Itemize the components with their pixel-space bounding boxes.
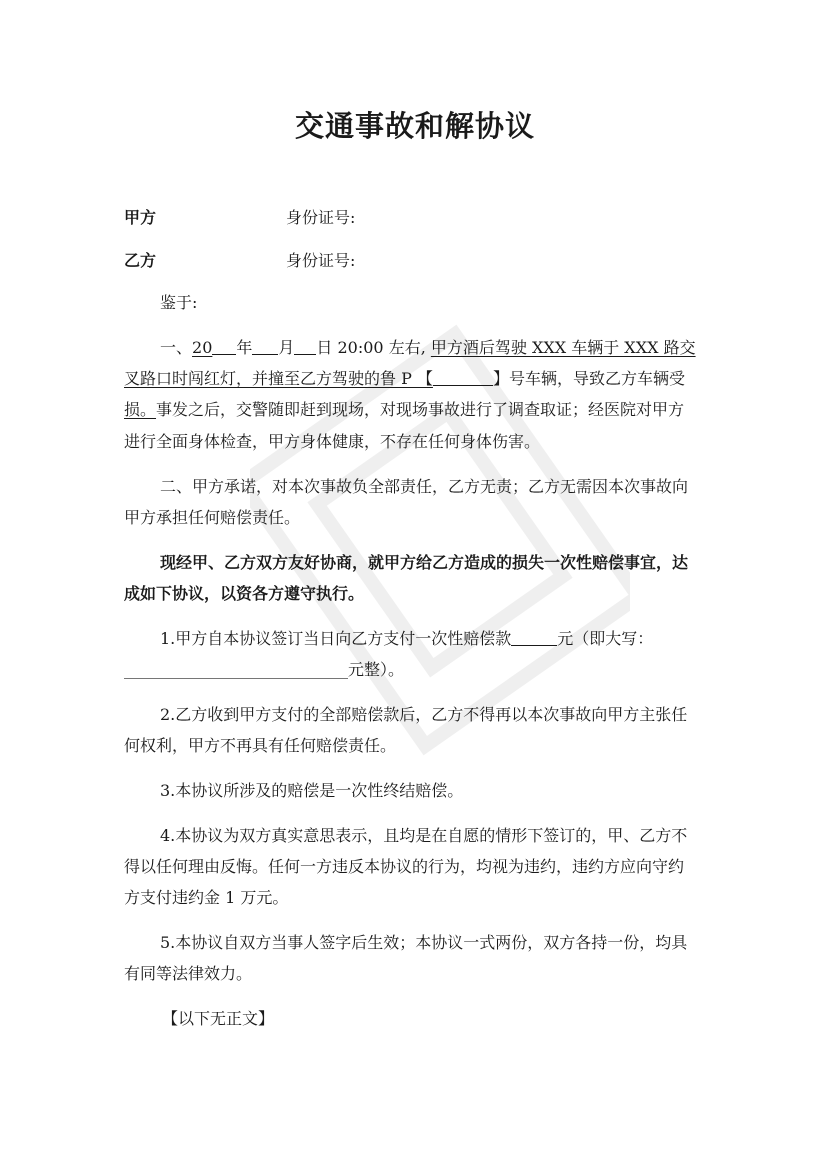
clause1-day-unit: 日 20:00 左右, [316,338,426,357]
item1-line1-a: 1.甲方自本协议签订当日向乙方支付一次性赔偿款 [160,629,512,648]
item1-amount-words-blank: ____________________________ [124,660,348,679]
ending-note: 【以下无正文】 [162,1009,275,1028]
amount-blank [511,629,557,646]
item4-line2: 得以任何理由反悔。任何一方违反本协议的行为，均视为违约，违约方应向守约 [124,857,685,876]
item5-line2: 有同等法律效力。 [124,964,253,983]
clause1-year-unit: 年 [236,338,253,357]
clause2-line1: 二、甲方承诺，对本次事故负全部责任，乙方无责；乙方无需因本次事故向 [160,477,689,496]
clause1-line2 [124,369,685,389]
whereas-text: 鉴于: [160,293,198,312]
item1-line1 [160,629,653,649]
clause1-line4: 进行全面身体检查，甲方身体健康，不存在任何身体伤害。 [124,432,541,451]
clause1-year: 20 [192,338,213,357]
clause1-line3-underlined: 损。 [124,400,157,419]
item5-line1: 5.本协议自双方当事人签字后生效；本协议一式两份，双方各持一份，均具 [160,933,688,952]
item2-line2: 何权利，甲方不再具有任何赔偿责任。 [124,736,397,755]
item1-line1-b: 元（即大写： [557,629,654,648]
clause1-prefix: 一、 [160,338,193,357]
clause1-line3 [124,400,684,420]
party-a-row [124,208,156,228]
clause1-line3-rest: 事发之后，交警随即赶到现场，对现场事故进行了调查取证；经医院对甲方 [156,400,685,419]
plate-blank [433,369,493,386]
agreement-intro-line1: 现经甲、乙方双方友好协商，就甲方给乙方造成的损失一次性赔偿事宜，达 [160,553,689,572]
clause1-underlined-1: 甲方酒后驾驶 XXX 车辆于 XXX 路交 [430,338,696,357]
party-a-label: 甲方 [124,208,157,227]
item2-line1: 2.乙方收到甲方支付的全部赔偿款后，乙方不得再以本次事故向甲方主张任 [160,705,688,724]
document-title: 交通事故和解协议 [294,109,535,143]
day-blank [294,338,316,355]
agreement-intro-line2: 成如下协议，以资各方遵守执行。 [124,584,365,603]
clause1-line2-rest: 】号车辆，导致乙方车辆受 [492,369,685,388]
party-a-id-label: 身份证号: [286,208,356,227]
clause1-line1 [160,338,696,358]
clause2-line2: 甲方承担任何赔偿责任。 [124,508,301,527]
year-blank [212,338,236,355]
item3-line1: 3.本协议所涉及的赔偿是一次性终结赔偿。 [160,781,464,800]
item4-line1: 4.本协议为双方真实意思表示，且均是在自愿的情形下签订的，甲、乙方不 [160,826,688,845]
item4-line3: 方支付违约金 1 万元。 [124,888,289,907]
party-b-label: 乙方 [124,251,157,270]
item1-line2 [124,660,404,680]
party-b-row [124,251,156,271]
item1-line2-end: 元整）。 [348,660,405,679]
month-blank [252,338,278,355]
party-b-id-label: 身份证号: [286,251,356,270]
clause1-month-unit: 月 [278,338,295,357]
clause1-line2-underlined: 叉路口时闯红灯，并撞至乙方驾驶的鲁 P 【 [124,369,433,388]
